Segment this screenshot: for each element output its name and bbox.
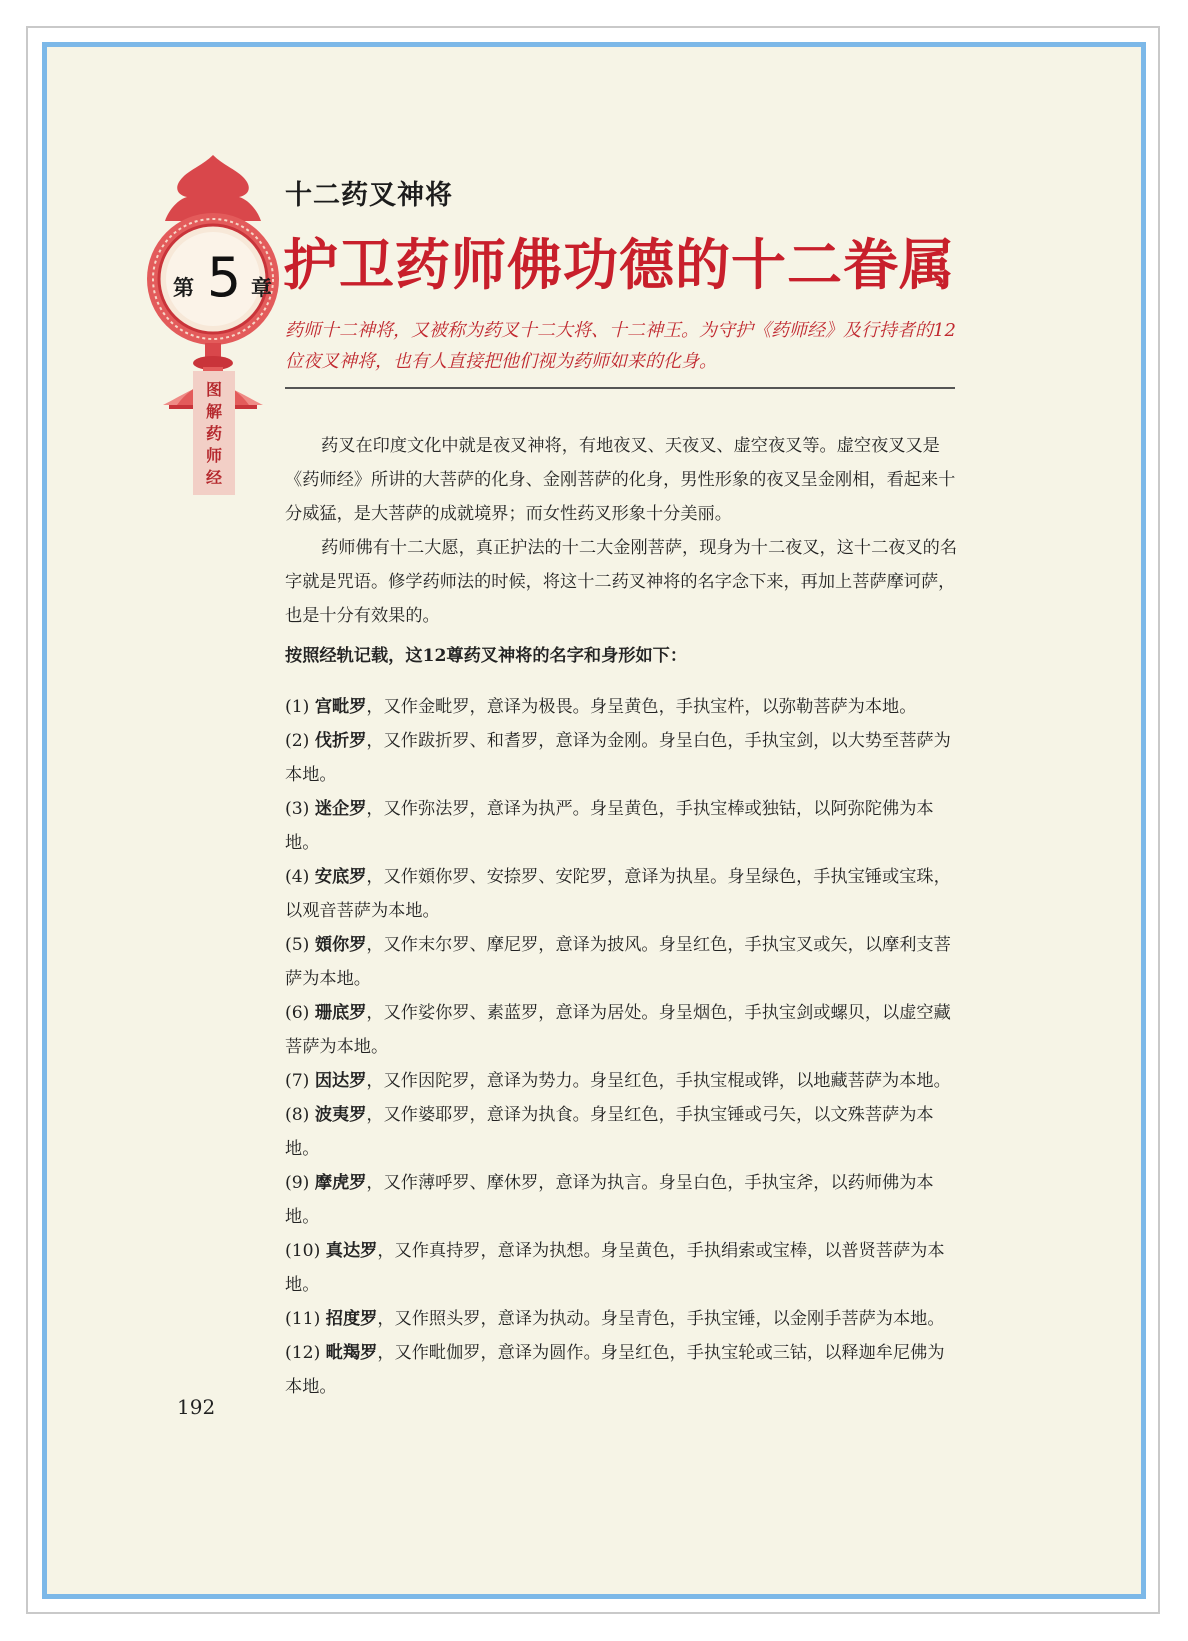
body-text — [285, 429, 961, 1404]
general-description: ，又作娑你罗、素蓝罗，意译为居处。身呈烟色，手执宝剑或螺贝，以虚空藏菩萨为本地。 — [285, 1003, 951, 1058]
page-number: 192 — [177, 1395, 216, 1419]
item-number: (9) — [285, 1173, 310, 1194]
paragraph: 药叉在印度文化中就是夜叉神将，有地夜叉、天夜叉、虚空夜叉等。虚空夜叉又是《药师经》所讲的大菩萨的化身、金刚菩萨的化身，男性形象的夜叉呈金刚相，看起来十分威猛，是大菩萨的成就境界；而女性药叉形象十分美丽。 — [285, 436, 956, 524]
list-item — [285, 724, 961, 792]
general-name: 珊底罗 — [314, 1003, 367, 1024]
item-number: (11) — [285, 1309, 321, 1330]
general-description: ，又作薄呼罗、摩休罗，意译为执言。身呈白色，手执宝斧，以药师佛为本地。 — [285, 1173, 934, 1228]
general-name: 招度罗 — [325, 1309, 378, 1330]
general-description: ，又作因陀罗，意译为势力。身呈红色，手执宝棍或铧，以地藏菩萨为本地。 — [366, 1071, 951, 1092]
list-lead: 按照经轨记载，这12尊药叉神将的名字和身形如下： — [285, 646, 688, 666]
chapter-kicker: 十二药叉神将 — [285, 180, 453, 211]
divider — [285, 387, 955, 389]
general-description: ，又作真持罗，意译为执想。身呈黄色，手执绢索或宝棒，以普贤菩萨为本地。 — [285, 1241, 945, 1296]
list-item — [285, 928, 961, 996]
item-number: (4) — [285, 867, 310, 888]
general-name: 摩虎罗 — [314, 1173, 367, 1194]
list-item — [285, 792, 961, 860]
list-item — [285, 1098, 961, 1166]
item-number: (8) — [285, 1105, 310, 1126]
item-number: (5) — [285, 935, 310, 956]
book-page — [47, 47, 1141, 1594]
chapter-suffix: 章 — [251, 276, 272, 300]
general-description: ，又作末尔罗、摩尼罗，意译为披风。身呈红色，手执宝叉或矢，以摩利支菩萨为本地。 — [285, 935, 951, 990]
general-name: 迷企罗 — [314, 799, 367, 820]
general-description: ，又作照头罗，意译为执动。身呈青色，手执宝锤，以金刚手菩萨为本地。 — [377, 1309, 945, 1330]
general-name: 宫毗罗 — [314, 697, 367, 718]
list-item — [285, 860, 961, 928]
general-name: 因达罗 — [314, 1071, 367, 1092]
list-item — [285, 1064, 961, 1098]
list-item — [285, 690, 961, 724]
general-name: 伐折罗 — [314, 731, 367, 752]
general-description: ，又作頞你罗、安捺罗、安陀罗，意译为执星。身呈绿色，手执宝锤或宝珠，以观音菩萨为本地。 — [285, 867, 951, 922]
chapter-number: 5 — [206, 246, 242, 309]
item-number: (12) — [285, 1343, 321, 1364]
section-tab-char: 解 — [205, 402, 222, 421]
section-tab — [193, 371, 235, 495]
section-tab-char: 药 — [205, 424, 222, 443]
section-tab-char: 师 — [205, 446, 222, 465]
list-item — [285, 1302, 961, 1336]
chapter-prefix: 第 — [173, 276, 194, 300]
general-name: 毗羯罗 — [325, 1343, 378, 1364]
chapter-title: 护卫药师佛功德的十二眷属 — [283, 232, 956, 297]
item-number: (3) — [285, 799, 310, 820]
section-tab-char: 经 — [205, 468, 222, 487]
general-description: ，又作婆耶罗，意译为执食。身呈红色，手执宝锤或弓矢，以文殊菩萨为本地。 — [285, 1105, 934, 1160]
list-item — [285, 996, 961, 1064]
general-name: 安底罗 — [314, 867, 367, 888]
item-number: (10) — [285, 1241, 321, 1262]
general-description: ，又作毗伽罗，意译为圆作。身呈红色，手执宝轮或三钴，以释迦牟尼佛为本地。 — [285, 1343, 945, 1398]
item-number: (7) — [285, 1071, 310, 1092]
item-number: (6) — [285, 1003, 310, 1024]
list-item — [285, 1234, 961, 1302]
paragraph: 药师佛有十二大愿，真正护法的十二大金刚菩萨，现身为十二夜叉，这十二夜叉的名字就是咒语。修学药师法的时候，将这十二药叉神将的名字念下来，再加上菩萨摩诃萨，也是十分有效果的。 — [285, 538, 958, 626]
general-description: ，又作弥法罗，意译为执严。身呈黄色，手执宝棒或独钴，以阿弥陀佛为本地。 — [285, 799, 934, 854]
list-item — [285, 1336, 961, 1404]
item-number: (2) — [285, 731, 310, 752]
general-description: ，又作金毗罗，意译为极畏。身呈黄色，手执宝杵，以弥勒菩萨为本地。 — [366, 697, 917, 718]
general-name: 波夷罗 — [314, 1105, 367, 1126]
general-name: 頞你罗 — [314, 935, 367, 956]
item-number: (1) — [285, 697, 310, 718]
section-tab-char: 图 — [205, 380, 222, 399]
general-description: ，又作跋折罗、和耆罗，意译为金刚。身呈白色，手执宝剑，以大势至菩萨为本地。 — [285, 731, 951, 786]
chapter-intro: 药师十二神将，又被称为药叉十二大将、十二神王。为守护《药师经》及行持者的12位夜叉神将，也有人直接把他们视为药师如来的化身。 — [285, 320, 956, 372]
list-item — [285, 1166, 961, 1234]
general-name: 真达罗 — [325, 1241, 378, 1262]
